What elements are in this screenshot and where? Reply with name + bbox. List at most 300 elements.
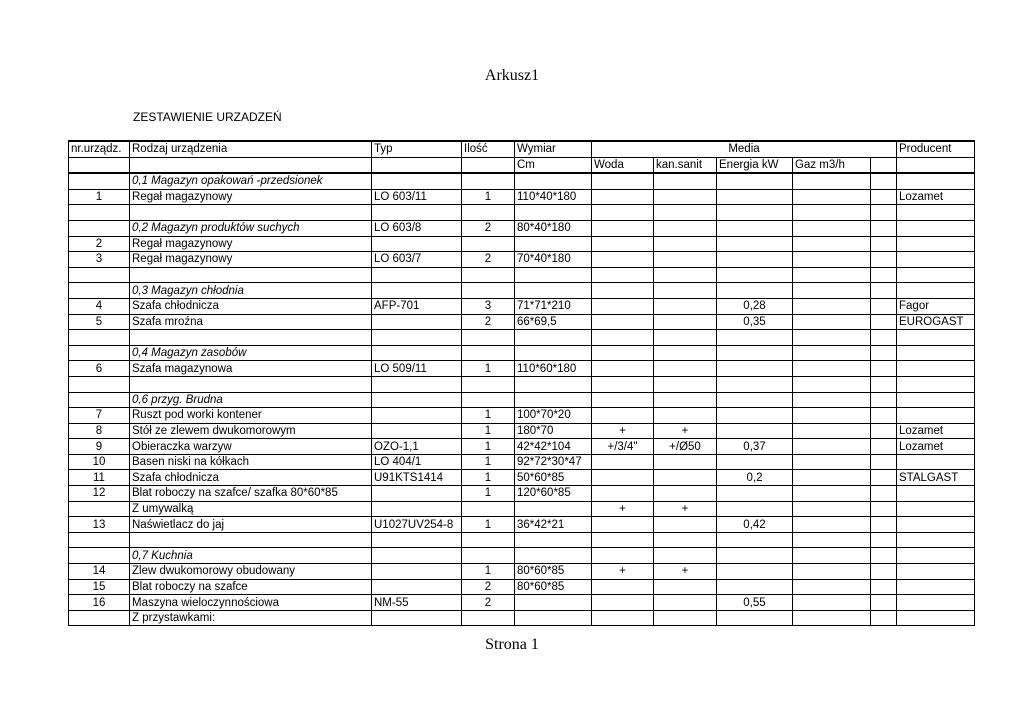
cell-wymiar: 36*42*21	[515, 517, 592, 533]
header-empty	[897, 157, 975, 173]
cell-wymiar: 70*40*180	[515, 252, 592, 268]
cell-woda	[592, 548, 654, 564]
cell-woda	[592, 314, 654, 330]
cell-energia	[717, 173, 793, 189]
cell-energia	[717, 532, 793, 548]
table-row	[69, 205, 975, 221]
header-producent: Producent	[897, 141, 975, 157]
cell-ilosc	[462, 205, 515, 221]
cell-typ: LO 404/1	[372, 454, 462, 470]
cell-typ	[372, 423, 462, 439]
cell-wymiar	[515, 532, 592, 548]
cell-typ: LO 603/7	[372, 252, 462, 268]
cell-producent	[897, 517, 975, 533]
cell-wymiar	[515, 548, 592, 564]
cell-wymiar: 80*40*180	[515, 220, 592, 236]
cell-typ	[372, 283, 462, 299]
cell-empty	[871, 423, 897, 439]
header-empty	[372, 157, 462, 173]
cell-energia	[717, 205, 793, 221]
cell-gaz	[793, 361, 871, 377]
cell-wymiar	[515, 267, 592, 283]
cell-kan	[654, 376, 717, 392]
cell-ilosc	[462, 501, 515, 517]
cell-rodzaj: Stół ze zlewem dwukomorowym	[130, 423, 372, 439]
cell-gaz	[793, 579, 871, 595]
cell-ilosc: 2	[462, 579, 515, 595]
cell-ilosc: 1	[462, 517, 515, 533]
cell-rodzaj: 0,1 Magazyn opakowań -przedsionek	[130, 173, 372, 189]
cell-empty	[871, 361, 897, 377]
cell-wymiar: 50*60*85	[515, 470, 592, 486]
cell-energia	[717, 392, 793, 408]
cell-empty	[871, 486, 897, 502]
header-typ: Typ	[372, 141, 462, 157]
cell-nr: 6	[69, 361, 130, 377]
cell-woda	[592, 298, 654, 314]
cell-energia	[717, 548, 793, 564]
cell-energia	[717, 454, 793, 470]
cell-wymiar	[515, 205, 592, 221]
cell-nr	[69, 205, 130, 221]
cell-gaz	[793, 314, 871, 330]
cell-empty	[871, 283, 897, 299]
cell-kan	[654, 330, 717, 346]
cell-nr: 13	[69, 517, 130, 533]
cell-nr	[69, 610, 130, 626]
cell-energia: 0,55	[717, 595, 793, 611]
cell-nr: 11	[69, 470, 130, 486]
cell-gaz	[793, 532, 871, 548]
cell-gaz	[793, 439, 871, 455]
cell-wymiar: 120*60*85	[515, 486, 592, 502]
cell-empty	[871, 314, 897, 330]
cell-gaz	[793, 501, 871, 517]
cell-rodzaj	[130, 532, 372, 548]
cell-typ	[372, 486, 462, 502]
header-wymiar: Wymiar	[515, 141, 592, 157]
cell-typ	[372, 610, 462, 626]
cell-nr: 7	[69, 408, 130, 424]
cell-typ	[372, 236, 462, 252]
cell-producent	[897, 376, 975, 392]
cell-ilosc: 1	[462, 361, 515, 377]
cell-woda	[592, 408, 654, 424]
cell-energia	[717, 610, 793, 626]
cell-wymiar	[515, 283, 592, 299]
cell-energia	[717, 376, 793, 392]
table-row	[69, 579, 975, 595]
cell-rodzaj: Regał magazynowy	[130, 236, 372, 252]
table-row	[69, 252, 975, 268]
cell-typ	[372, 376, 462, 392]
header-nr: nr.urządz.	[69, 141, 130, 157]
cell-gaz	[793, 267, 871, 283]
cell-kan	[654, 579, 717, 595]
cell-woda	[592, 173, 654, 189]
cell-producent: STALGAST	[897, 470, 975, 486]
cell-producent	[897, 220, 975, 236]
cell-energia	[717, 345, 793, 361]
cell-energia	[717, 564, 793, 580]
cell-kan	[654, 345, 717, 361]
cell-energia: 0,37	[717, 439, 793, 455]
cell-empty	[871, 376, 897, 392]
cell-empty	[871, 517, 897, 533]
cell-nr	[69, 548, 130, 564]
cell-ilosc	[462, 392, 515, 408]
cell-wymiar	[515, 376, 592, 392]
cell-wymiar: 92*72*30*47	[515, 454, 592, 470]
header-ilosc: Ilość	[462, 141, 515, 157]
cell-rodzaj: Blat roboczy na szafce	[130, 579, 372, 595]
header-woda: Woda	[592, 157, 654, 173]
table-row	[69, 564, 975, 580]
cell-producent	[897, 564, 975, 580]
cell-energia	[717, 486, 793, 502]
cell-typ	[372, 314, 462, 330]
table-row	[69, 267, 975, 283]
cell-typ	[372, 532, 462, 548]
cell-ilosc	[462, 532, 515, 548]
table-row	[69, 236, 975, 252]
header-row-2	[69, 157, 975, 173]
cell-rodzaj: Szafa chłodnicza	[130, 470, 372, 486]
cell-ilosc: 2	[462, 252, 515, 268]
table-row	[69, 595, 975, 611]
cell-nr: 4	[69, 298, 130, 314]
cell-producent: Fagor	[897, 298, 975, 314]
cell-kan	[654, 486, 717, 502]
cell-typ: U1027UV254-8	[372, 517, 462, 533]
cell-empty	[871, 189, 897, 205]
cell-typ	[372, 267, 462, 283]
cell-energia	[717, 220, 793, 236]
cell-woda	[592, 283, 654, 299]
cell-rodzaj: Obieraczka warzyw	[130, 439, 372, 455]
cell-nr	[69, 376, 130, 392]
table-row	[69, 517, 975, 533]
cell-producent	[897, 408, 975, 424]
header-energia: Energia kW	[717, 157, 793, 173]
cell-nr: 10	[69, 454, 130, 470]
cell-kan	[654, 532, 717, 548]
cell-gaz	[793, 220, 871, 236]
cell-kan	[654, 517, 717, 533]
cell-woda	[592, 454, 654, 470]
cell-empty	[871, 205, 897, 221]
cell-woda	[592, 267, 654, 283]
cell-typ	[372, 564, 462, 580]
cell-ilosc	[462, 330, 515, 346]
cell-empty	[871, 267, 897, 283]
cell-nr	[69, 345, 130, 361]
cell-rodzaj: 0,3 Magazyn chłodnia	[130, 283, 372, 299]
cell-producent	[897, 173, 975, 189]
cell-kan	[654, 595, 717, 611]
cell-gaz	[793, 548, 871, 564]
cell-typ: U91KTS1414	[372, 470, 462, 486]
cell-woda	[592, 252, 654, 268]
cell-empty	[871, 454, 897, 470]
cell-empty	[871, 439, 897, 455]
cell-ilosc	[462, 548, 515, 564]
cell-gaz	[793, 205, 871, 221]
header-wymiar-unit: Cm	[515, 157, 592, 173]
cell-energia: 0,2	[717, 470, 793, 486]
cell-rodzaj: Maszyna wieloczynnościowa	[130, 595, 372, 611]
cell-producent: Lozamet	[897, 439, 975, 455]
cell-gaz	[793, 392, 871, 408]
cell-typ	[372, 579, 462, 595]
cell-rodzaj: Ruszt pod worki kontener	[130, 408, 372, 424]
cell-energia	[717, 283, 793, 299]
cell-nr	[69, 267, 130, 283]
cell-producent	[897, 579, 975, 595]
cell-rodzaj: Naświetlacz do jaj	[130, 517, 372, 533]
table-row	[69, 470, 975, 486]
cell-producent	[897, 330, 975, 346]
header-empty	[69, 157, 130, 173]
section-row	[69, 345, 975, 361]
cell-rodzaj: 0,4 Magazyn zasobów	[130, 345, 372, 361]
cell-kan	[654, 392, 717, 408]
cell-ilosc: 2	[462, 595, 515, 611]
cell-woda	[592, 189, 654, 205]
cell-wymiar	[515, 173, 592, 189]
section-row	[69, 283, 975, 299]
cell-producent: Lozamet	[897, 423, 975, 439]
cell-wymiar	[515, 392, 592, 408]
cell-producent	[897, 486, 975, 502]
cell-rodzaj: 0,7 Kuchnia	[130, 548, 372, 564]
cell-typ: LO 603/8	[372, 220, 462, 236]
table-row	[69, 423, 975, 439]
cell-kan	[654, 408, 717, 424]
table-row	[69, 439, 975, 455]
cell-gaz	[793, 376, 871, 392]
cell-kan	[654, 205, 717, 221]
header-row-1	[69, 141, 975, 157]
cell-kan	[654, 236, 717, 252]
cell-nr: 1	[69, 189, 130, 205]
cell-woda	[592, 579, 654, 595]
cell-producent	[897, 454, 975, 470]
cell-nr: 8	[69, 423, 130, 439]
cell-gaz	[793, 517, 871, 533]
cell-wymiar: 80*60*85	[515, 564, 592, 580]
cell-gaz	[793, 470, 871, 486]
cell-producent	[897, 595, 975, 611]
cell-gaz	[793, 423, 871, 439]
cell-empty	[871, 548, 897, 564]
cell-rodzaj: Zlew dwukomorowy obudowany	[130, 564, 372, 580]
cell-energia	[717, 501, 793, 517]
cell-kan-text: +/Ø50	[669, 440, 701, 453]
cell-ilosc: 2	[462, 220, 515, 236]
cell-kan	[654, 610, 717, 626]
cell-kan	[654, 189, 717, 205]
cell-woda	[592, 610, 654, 626]
header-rodzaj: Rodzaj urządzenia	[130, 141, 372, 157]
cell-woda	[592, 236, 654, 252]
cell-rodzaj: Regał magazynowy	[130, 189, 372, 205]
cell-nr: 15	[69, 579, 130, 595]
cell-gaz	[793, 610, 871, 626]
cell-ilosc	[462, 236, 515, 252]
cell-energia	[717, 408, 793, 424]
cell-empty	[871, 408, 897, 424]
cell-typ: LO 509/11	[372, 361, 462, 377]
cell-rodzaj: Regał magazynowy	[130, 252, 372, 268]
header-empty	[462, 157, 515, 173]
cell-producent	[897, 501, 975, 517]
cell-typ: AFP-701	[372, 298, 462, 314]
cell-ilosc	[462, 267, 515, 283]
cell-producent	[897, 532, 975, 548]
cell-rodzaj	[130, 376, 372, 392]
cell-woda	[592, 517, 654, 533]
cell-producent	[897, 345, 975, 361]
table-row	[69, 314, 975, 330]
cell-nr: 9	[69, 439, 130, 455]
cell-energia	[717, 423, 793, 439]
cell-ilosc: 1	[462, 470, 515, 486]
cell-producent	[897, 548, 975, 564]
cell-producent: Lozamet	[897, 189, 975, 205]
cell-kan	[654, 439, 717, 455]
cell-empty	[871, 564, 897, 580]
cell-gaz	[793, 330, 871, 346]
cell-empty	[871, 392, 897, 408]
cell-energia: 0,28	[717, 298, 793, 314]
cell-typ	[372, 345, 462, 361]
cell-kan	[654, 548, 717, 564]
cell-gaz	[793, 564, 871, 580]
cell-typ	[372, 548, 462, 564]
cell-ilosc	[462, 283, 515, 299]
cell-empty	[871, 579, 897, 595]
cell-ilosc: 1	[462, 408, 515, 424]
section-row	[69, 173, 975, 189]
cell-woda	[592, 376, 654, 392]
cell-producent	[897, 267, 975, 283]
cell-ilosc: 1	[462, 454, 515, 470]
cell-rodzaj	[130, 330, 372, 346]
cell-gaz	[793, 345, 871, 361]
table-row	[69, 532, 975, 548]
cell-ilosc	[462, 345, 515, 361]
cell-kan: +	[654, 423, 717, 439]
cell-energia	[717, 189, 793, 205]
cell-nr	[69, 330, 130, 346]
cell-rodzaj	[130, 267, 372, 283]
header-gaz: Gaz m3/h	[793, 157, 871, 173]
header-empty	[871, 157, 897, 173]
cell-producent	[897, 283, 975, 299]
cell-empty	[871, 345, 897, 361]
cell-wymiar: 66*69,5	[515, 314, 592, 330]
cell-woda	[592, 205, 654, 221]
cell-kan	[654, 361, 717, 377]
cell-empty	[871, 595, 897, 611]
cell-producent	[897, 205, 975, 221]
cell-nr: 16	[69, 595, 130, 611]
cell-empty	[871, 610, 897, 626]
cell-energia: 0,42	[717, 517, 793, 533]
cell-wymiar: 71*71*210	[515, 298, 592, 314]
cell-producent	[897, 610, 975, 626]
cell-kan	[654, 298, 717, 314]
equipment-table	[68, 140, 975, 626]
cell-gaz	[793, 283, 871, 299]
cell-kan	[654, 283, 717, 299]
cell-gaz	[793, 173, 871, 189]
section-row	[69, 548, 975, 564]
cell-empty	[871, 220, 897, 236]
cell-wymiar: 110*60*180	[515, 361, 592, 377]
cell-nr	[69, 220, 130, 236]
cell-woda: +/3/4"	[592, 439, 654, 455]
cell-empty	[871, 470, 897, 486]
cell-wymiar	[515, 595, 592, 611]
cell-woda	[592, 220, 654, 236]
cell-kan	[654, 314, 717, 330]
cell-rodzaj: Z umywalką	[130, 501, 372, 517]
cell-ilosc	[462, 376, 515, 392]
cell-nr	[69, 283, 130, 299]
cell-wymiar	[515, 345, 592, 361]
table-row	[69, 610, 975, 626]
cell-woda: +	[592, 501, 654, 517]
cell-wymiar	[515, 501, 592, 517]
section-row	[69, 392, 975, 408]
table-row	[69, 501, 975, 517]
cell-ilosc: 1	[462, 486, 515, 502]
cell-producent	[897, 361, 975, 377]
cell-gaz	[793, 486, 871, 502]
cell-energia: 0,35	[717, 314, 793, 330]
cell-woda: +	[592, 423, 654, 439]
cell-kan	[654, 267, 717, 283]
cell-woda	[592, 392, 654, 408]
cell-rodzaj: Szafa chłodnicza	[130, 298, 372, 314]
cell-rodzaj: Blat roboczy na szafce/ szafka 80*60*85	[130, 486, 372, 502]
cell-ilosc: 1	[462, 439, 515, 455]
cell-typ	[372, 392, 462, 408]
cell-nr	[69, 392, 130, 408]
cell-empty	[871, 330, 897, 346]
cell-energia	[717, 252, 793, 268]
cell-nr	[69, 532, 130, 548]
table-row	[69, 376, 975, 392]
cell-typ: OZO-1,1	[372, 439, 462, 455]
cell-gaz	[793, 236, 871, 252]
cell-rodzaj: 0,2 Magazyn produktów suchych	[130, 220, 372, 236]
cell-typ	[372, 173, 462, 189]
cell-gaz	[793, 298, 871, 314]
cell-nr: 12	[69, 486, 130, 502]
cell-ilosc	[462, 173, 515, 189]
cell-energia	[717, 267, 793, 283]
cell-woda	[592, 532, 654, 548]
cell-wymiar: 100*70*20	[515, 408, 592, 424]
cell-energia	[717, 361, 793, 377]
table-row	[69, 330, 975, 346]
cell-kan	[654, 454, 717, 470]
cell-nr: 14	[69, 564, 130, 580]
cell-wymiar: 180*70	[515, 423, 592, 439]
